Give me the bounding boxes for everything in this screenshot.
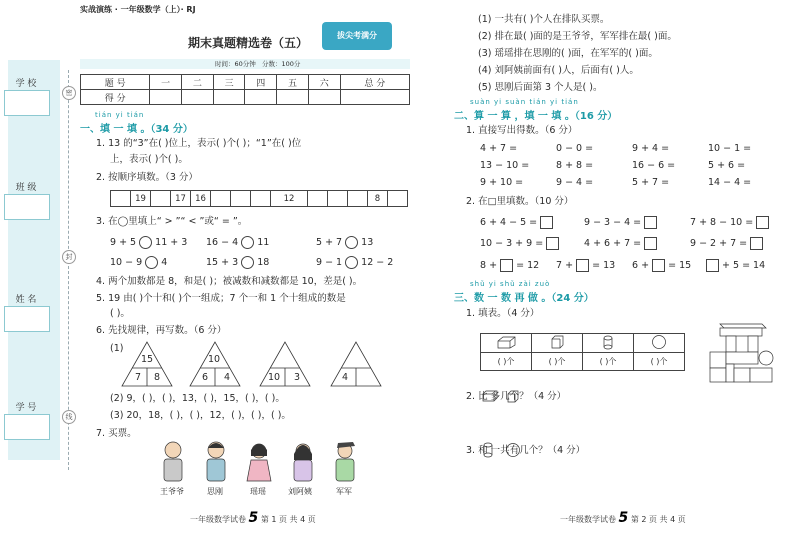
seq-cell: 12 (271, 191, 308, 207)
fill-item: 4 + 6 + 7 = (584, 237, 657, 250)
seq-cell[interactable] (388, 191, 408, 207)
q3-text: 3. 在◯里填上“ > ”“ < ”或“ = ”。 (96, 216, 248, 227)
seq-cell: 19 (131, 191, 151, 207)
compare-circle[interactable] (145, 256, 158, 269)
time-label: 时间：60分钟 (215, 60, 256, 68)
q7-text: 7. 买票。 (96, 428, 137, 439)
cuboid-icon (481, 390, 499, 402)
fill-item: 7 + = 13 (556, 260, 616, 271)
calc-item[interactable]: 4 + 7 = (480, 143, 518, 154)
fill-item: 8 + = 12 (480, 260, 540, 271)
compare-item: 9 + 5 11 + 3 (110, 237, 188, 248)
fill-instruction: 2. 在□里填数。（10 分） (466, 196, 574, 207)
people-illustration (155, 440, 365, 484)
table-instruction: 1. 填表。（4 分） (466, 308, 540, 319)
q2-text: 2. 按顺序填数。（3 分） (96, 172, 198, 183)
compare-circle[interactable] (139, 236, 152, 249)
sphere-icon (505, 442, 521, 458)
person-label: 瑶瑶 (250, 487, 266, 496)
cube-icon (506, 390, 520, 403)
calc-item[interactable]: 10 − 1 = (708, 143, 752, 154)
seq-cell[interactable] (151, 191, 171, 207)
seq-cell: 8 (368, 191, 388, 207)
seal-char: 线 (62, 410, 76, 424)
person-label: 王爷爷 (160, 487, 184, 496)
compare-question: 2. 比 多几个？（4 分） (466, 391, 567, 402)
score-label: 分数：100分 (262, 60, 301, 68)
triangle (331, 342, 381, 386)
section1-title: 一、填 一 填 。（34 分） (80, 124, 193, 135)
count-cell[interactable]: ( )个 (634, 353, 685, 371)
cylinder-icon (482, 442, 494, 458)
score-cell[interactable] (308, 90, 340, 105)
triangle-right-value: 4 (224, 372, 231, 383)
girl-icon (247, 444, 271, 481)
score-cell[interactable] (182, 90, 214, 105)
compare-item: 9 − 1 12 − 2 (316, 257, 394, 268)
score-cell[interactable] (213, 90, 245, 105)
answer-box[interactable] (706, 259, 719, 272)
fill-item: 6 + = 15 (632, 260, 692, 271)
section3-pinyin: shǔ yi shǔ zài zuò (470, 280, 551, 288)
q6-text: 6. 先找规律，再写数。（6 分） (96, 325, 227, 336)
class-label: 班 级 (15, 183, 37, 193)
answer-box[interactable] (644, 237, 657, 250)
count-cell[interactable]: ( )个 (532, 353, 583, 371)
triangle-right-value: 8 (154, 372, 161, 383)
person-label: 军军 (336, 487, 352, 496)
q5-line1: 5. 19 由( )个十和( )个一组成；7 个一和 1 个十组成的数是 (96, 293, 346, 304)
boy-cap-icon (336, 442, 355, 481)
score-row-label: 得 分 (81, 90, 150, 105)
calc-item[interactable]: 9 + 4 = (632, 143, 670, 154)
q7-sub2: (2) 排在最( )面的是王爷爷，军军排在最( )面。 (478, 31, 677, 42)
grandpa-icon (164, 442, 182, 481)
q7-sub3: (3) 瑶瑶排在思刚的( )面，在军军的( )面。 (478, 48, 658, 59)
count-cell[interactable]: ( )个 (583, 353, 634, 371)
fill-item: 9 − 2 + 7 = (690, 237, 763, 250)
boy-icon (207, 442, 225, 481)
seq-cell[interactable] (308, 191, 328, 207)
answer-box[interactable] (652, 259, 665, 272)
seq-cell: 16 (191, 191, 211, 207)
answer-box[interactable] (750, 237, 763, 250)
calc-instruction: 1. 直接写出得数。（6 分） (466, 125, 578, 136)
aunt-icon (294, 444, 312, 481)
q7-sub4: (4) 刘阿姨前面有( )人，后面有( )人。 (478, 65, 639, 76)
q4-text: 4. 两个加数都是 8，和是( )；被减数和减数都是 10，差是( )。 (96, 276, 363, 287)
triangle-top-value: 10 (208, 354, 221, 365)
shape-cell (532, 334, 583, 353)
score-header: 二 (182, 75, 214, 90)
fill-item: 7 + 8 − 10 = (690, 216, 769, 229)
score-header: 六 (308, 75, 340, 90)
calc-item[interactable]: 14 − 4 = (708, 177, 752, 188)
person-label: 思刚 (207, 487, 223, 496)
shape-cell (634, 334, 685, 353)
seq-cell[interactable] (328, 191, 348, 207)
seq-cell[interactable] (211, 191, 231, 207)
section2-pinyin: suàn yi suàn tián yi tián (470, 98, 579, 106)
sum-question: 3. 和 一共有几个？（4 分） (466, 445, 586, 456)
section2-title: 二、算 一 算 ，填 一 填 。（16 分） (454, 111, 618, 122)
score-header: 四 (245, 75, 277, 90)
compare-item: 15 + 3 18 (206, 257, 270, 268)
score-cell[interactable] (277, 90, 309, 105)
triangle-left-value: 4 (342, 372, 349, 383)
answer-box[interactable] (540, 216, 553, 229)
person-label: 刘阿姨 (288, 487, 312, 496)
answer-box[interactable] (756, 216, 769, 229)
score-cell[interactable] (340, 90, 409, 105)
fill-item: 10 − 3 + 9 = (480, 237, 559, 250)
school-label: 学 校 (15, 79, 37, 89)
q7-sub1: (1) 一共有( )个人在排队买票。 (478, 14, 610, 25)
compare-circle[interactable] (345, 236, 358, 249)
compare-circle[interactable] (345, 256, 358, 269)
fill-item: + 5 = 14 (706, 259, 765, 272)
calc-item[interactable]: 9 − 4 = (556, 177, 594, 188)
seq-cell[interactable] (231, 191, 251, 207)
badge: 拔尖考满分 (322, 22, 392, 50)
compare-item: 10 − 9 4 (110, 257, 168, 268)
q6-sub1: (1) (110, 343, 124, 354)
footer-left: 一年级数学试卷 5 第 1 页 共 4 页 (190, 510, 316, 526)
fill-item: 6 + 4 − 5 = (480, 216, 553, 229)
sequence-grid (110, 190, 408, 207)
seal-char: 封 (62, 250, 76, 264)
calc-item[interactable]: 5 + 7 = (632, 177, 670, 188)
count-cell[interactable]: ( )个 (481, 353, 532, 371)
score-header: 三 (213, 75, 245, 90)
shape-count-table (480, 333, 685, 371)
score-table (80, 74, 410, 105)
score-header: 五 (277, 75, 309, 90)
calc-item[interactable]: 9 + 10 = (480, 177, 524, 188)
fill-item: 9 − 3 − 4 = (584, 216, 657, 229)
seq-cell[interactable] (251, 191, 271, 207)
shape-cell (583, 334, 634, 353)
triangle-top-value: 15 (141, 354, 154, 365)
answer-box[interactable] (500, 259, 513, 272)
triangle-pattern (120, 340, 400, 390)
name-field[interactable] (4, 306, 50, 332)
calc-item[interactable]: 0 − 0 = (556, 143, 594, 154)
compare-item: 5 + 7 13 (316, 237, 374, 248)
q7-sub5: (5) 思刚后面第 3 个人是( )。 (478, 82, 603, 93)
triangle-left-value: 6 (202, 372, 209, 383)
score-cell[interactable] (150, 90, 182, 105)
triangle-right-value: 3 (294, 372, 301, 383)
compare-circle[interactable] (241, 256, 254, 269)
answer-box[interactable] (546, 237, 559, 250)
section1-pinyin: tián yi tián (95, 111, 145, 119)
seq-cell: 17 (171, 191, 191, 207)
score-header: 一 (150, 75, 182, 90)
score-header: 总 分 (340, 75, 409, 90)
q5-line2: ( )。 (110, 308, 130, 319)
page-title: 期末真题精选卷（五） (188, 36, 309, 50)
calc-item[interactable]: 16 − 6 = (632, 160, 676, 171)
student-id-label: 学 号 (15, 403, 37, 413)
block-building-icon (704, 322, 778, 384)
score-header: 题 号 (81, 75, 150, 90)
series-label: 实战演练 · 一年级数学（上）· RJ (80, 5, 196, 14)
triangle-left-value: 7 (135, 372, 142, 383)
answer-box[interactable] (576, 259, 589, 272)
student-id-field[interactable] (4, 414, 50, 440)
seal-char: 密 (62, 86, 76, 100)
shape-cell (481, 334, 532, 353)
seq-cell[interactable] (348, 191, 368, 207)
seq-cell[interactable] (111, 191, 131, 207)
compare-item: 16 − 4 11 (206, 237, 270, 248)
q6-sub2: (2) 9，( )，( )，13，( )，15，( )，( )。 (110, 393, 285, 404)
q1-line2: 上，表示( )个( )。 (110, 154, 188, 165)
class-field[interactable] (4, 194, 50, 220)
calc-item[interactable]: 8 + 8 = (556, 160, 594, 171)
name-label: 姓 名 (15, 295, 37, 305)
q1-line1: 1. 13 的“3”在( )位上，表示( )个( )；“1”在( )位 (96, 138, 302, 149)
footer-right: 一年级数学试卷 5 第 2 页 共 4 页 (560, 510, 686, 526)
section3-title: 三、数 一 数 再 做 。（24 分） (454, 293, 594, 304)
triangle-left-value: 10 (268, 372, 281, 383)
calc-item[interactable]: 13 − 10 = (480, 160, 530, 171)
q6-sub3: (3) 20，18，( )，( )，12，( )，( )，( )。 (110, 410, 291, 421)
score-cell[interactable] (245, 90, 277, 105)
school-field[interactable] (4, 90, 50, 116)
answer-box[interactable] (644, 216, 657, 229)
calc-item[interactable]: 5 + 6 = (708, 160, 746, 171)
compare-circle[interactable] (241, 236, 254, 249)
